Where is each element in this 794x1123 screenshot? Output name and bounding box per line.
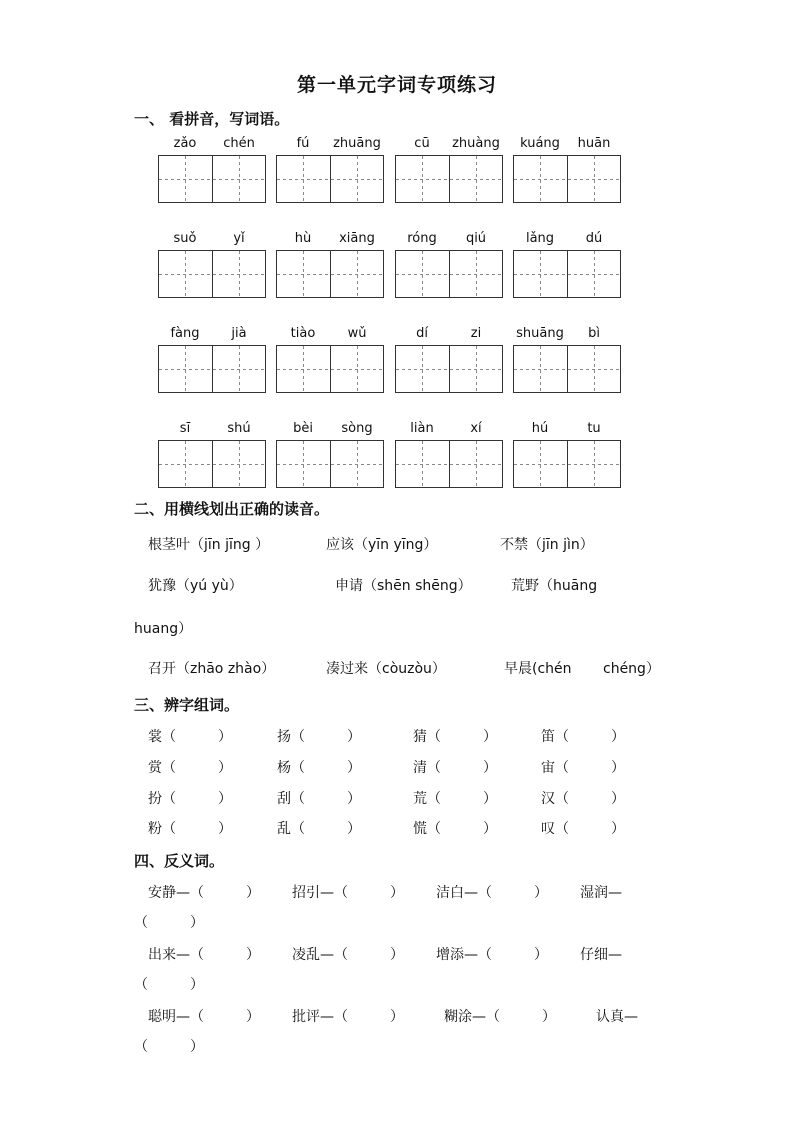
antonym-item: 凌乱—（ ） [292, 947, 404, 963]
pinyin-label: xí [470, 421, 482, 436]
reading-item-tail: chéng） [603, 661, 660, 677]
writing-box[interactable] [158, 155, 266, 203]
antonym-item: 湿润— [580, 885, 622, 901]
word-group-item: 叹（ ） [541, 821, 625, 837]
section-1-heading: 一、 看拼音，写词语。 [134, 110, 290, 128]
pinyin-label: fàng [170, 326, 200, 341]
writing-box[interactable] [395, 250, 503, 298]
pinyin-label: qiú [465, 231, 487, 246]
word-group-item: 赏（ ） [148, 760, 232, 776]
antonym-item: 糊涂—（ ） [444, 1009, 556, 1025]
writing-box[interactable] [276, 440, 384, 488]
reading-item-wrap: huang） [134, 621, 193, 637]
antonym-item: 增添—（ ） [436, 947, 548, 963]
pinyin-label: dú [585, 231, 603, 246]
pinyin-label: huān [577, 136, 611, 151]
word-group-item: 猜（ ） [413, 729, 497, 745]
pinyin-label: yǐ [233, 231, 245, 246]
pinyin-label: bèi [293, 421, 313, 436]
pinyin-label: shú [227, 421, 251, 436]
pinyin-label: suǒ [173, 231, 197, 246]
writing-box[interactable] [276, 250, 384, 298]
word-group-item: 宙（ ） [541, 760, 625, 776]
antonym-item: 安静—（ ） [148, 885, 260, 901]
writing-box[interactable] [276, 155, 384, 203]
writing-box[interactable] [395, 345, 503, 393]
pinyin-label: sī [179, 421, 191, 436]
antonym-wrap-blank: （ ） [134, 915, 204, 931]
reading-item: 申请（shēn shēng） [335, 578, 472, 594]
writing-box[interactable] [513, 440, 621, 488]
writing-box[interactable] [158, 345, 266, 393]
reading-item: 早晨(chén [504, 661, 572, 677]
reading-item: 不禁（jīn jìn） [500, 537, 594, 553]
pinyin-label: sòng [341, 421, 373, 436]
antonym-item: 出来—（ ） [148, 947, 260, 963]
writing-box[interactable] [513, 250, 621, 298]
page-title: 第一单元字词专项练习 [296, 74, 497, 96]
writing-box[interactable] [395, 440, 503, 488]
antonym-item: 仔细— [580, 947, 622, 963]
pinyin-label: lǎng [525, 231, 555, 246]
section-3-heading: 三、辨字组词。 [134, 696, 240, 714]
word-group-item: 刮（ ） [277, 791, 361, 807]
pinyin-label: dí [416, 326, 428, 341]
antonym-wrap-blank: （ ） [134, 1039, 204, 1055]
word-group-item: 扬（ ） [277, 729, 361, 745]
pinyin-label: fú [296, 136, 310, 151]
pinyin-label: tu [587, 421, 601, 436]
word-group-item: 慌（ ） [413, 821, 497, 837]
pinyin-label: kuáng [520, 136, 560, 151]
word-group-item: 清（ ） [413, 760, 497, 776]
pinyin-label: zǎo [173, 136, 197, 151]
pinyin-label: hú [531, 421, 549, 436]
pinyin-label: shuāng [516, 326, 564, 341]
writing-box[interactable] [513, 345, 621, 393]
antonym-item: 批评—（ ） [292, 1009, 404, 1025]
reading-item: 应该（yīn yīng） [326, 537, 438, 553]
pinyin-label: hù [294, 231, 312, 246]
word-group-item: 荒（ ） [413, 791, 497, 807]
word-group-item: 扮（ ） [148, 791, 232, 807]
antonym-wrap-blank: （ ） [134, 977, 204, 993]
writing-box[interactable] [158, 440, 266, 488]
section-2-heading: 二、用横线划出正确的读音。 [134, 500, 330, 518]
reading-item: 凑过来（còuzòu） [326, 661, 446, 677]
pinyin-label: chén [223, 136, 255, 151]
antonym-item: 认真— [596, 1009, 638, 1025]
word-group-item: 杨（ ） [277, 760, 361, 776]
word-group-item: 裳（ ） [148, 729, 232, 745]
pinyin-label: róng [407, 231, 437, 246]
pinyin-label: liàn [410, 421, 434, 436]
antonym-item: 洁白—（ ） [436, 885, 548, 901]
writing-box[interactable] [158, 250, 266, 298]
pinyin-label: cū [414, 136, 430, 151]
pinyin-label: tiào [290, 326, 316, 341]
reading-item: 荒野（huāng [511, 578, 598, 594]
pinyin-label: jià [231, 326, 247, 341]
antonym-item: 聪明—（ ） [148, 1009, 260, 1025]
writing-box[interactable] [395, 155, 503, 203]
word-group-item: 粉（ ） [148, 821, 232, 837]
writing-box[interactable] [513, 155, 621, 203]
pinyin-label: zi [470, 326, 482, 341]
reading-item: 犹豫（yú yù） [148, 578, 243, 594]
reading-item: 根茎叶（jīn jīng ） [148, 537, 270, 553]
word-group-item: 汉（ ） [541, 791, 625, 807]
pinyin-label: xiāng [339, 231, 375, 246]
word-group-item: 笛（ ） [541, 729, 625, 745]
pinyin-label: wǔ [347, 326, 367, 341]
pinyin-label: bì [588, 326, 600, 341]
writing-box[interactable] [276, 345, 384, 393]
reading-item: 召开（zhāo zhào） [148, 661, 276, 677]
word-group-item: 乱（ ） [277, 821, 361, 837]
section-4-heading: 四、反义词。 [134, 852, 225, 870]
pinyin-label: zhuāng [333, 136, 381, 151]
pinyin-label: zhuàng [452, 136, 500, 151]
antonym-item: 招引—（ ） [292, 885, 404, 901]
